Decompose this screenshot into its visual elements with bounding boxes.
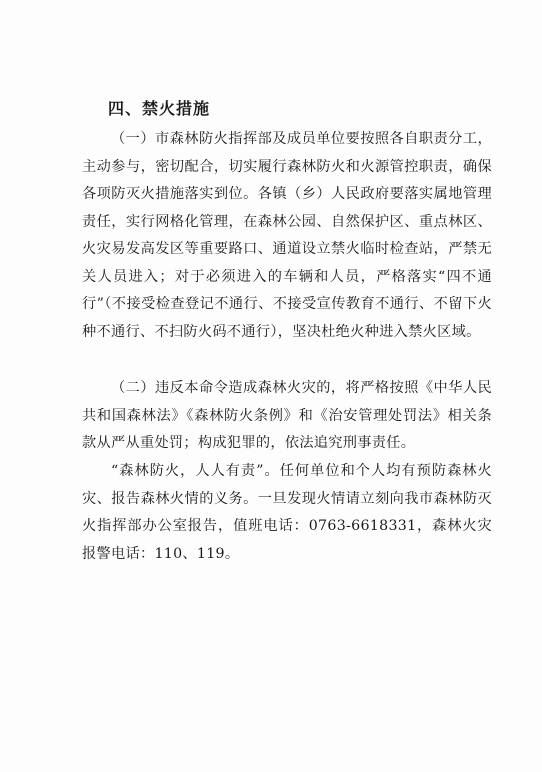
paragraph-report-fire: “森林防火，人人有责”。任何单位和个人均有预防森林火灾、报告森林火情的义务。一旦发现火情请立刻向我市森林防灭火指挥部办公室报告，值班电话：0763-6618331，森林火灾报警电话：110、119。 [82, 463, 492, 562]
paragraph-measures-2: （二）违反本命令造成森林火灾的，将严格按照《中华人民共和国森林法》《森林防火条例》和《治安管理处罚法》相关条款从严从重处罚；构成犯罪的，依法追究刑事责任。 [82, 380, 492, 451]
section-heading: 四、禁火措施 [108, 99, 211, 118]
paragraph-measures-1: （一）市森林防火指挥部及成员单位要按照各自职责分工，主动参与，密切配合，切实履行森林防火和火源管控职责，确保各项防灭火措施落实到位。各镇（乡）人民政府要落实属地管理责任，实行网格化管理，在森林公园、自然保护区、重点林区、火灾易发高发区等重要路口、通道设立禁火临时检查站，严禁无关人员进入；对于必须进入的车辆和人员，严格落实“四不通行”（不接受检查登记不通行、不接受宣传教育不通行、不留下火种不通行、不扫防火码不通行），坚决杜绝火种进入禁火区域。 [82, 131, 492, 340]
